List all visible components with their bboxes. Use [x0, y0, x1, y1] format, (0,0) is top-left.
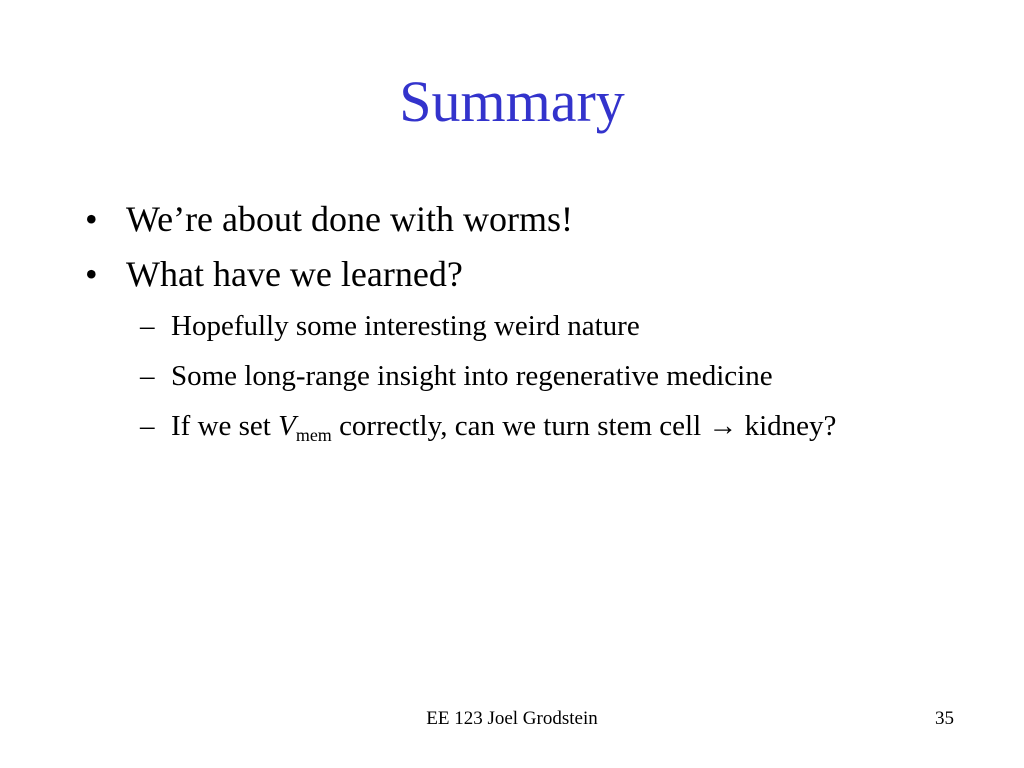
variable-subscript: mem	[295, 425, 332, 445]
bullet-text: What have we learned?	[126, 254, 463, 294]
sub-bullet-text: Hopefully some interesting weird nature	[171, 310, 640, 342]
sub-bullet-marker: –	[140, 360, 155, 392]
sub-bullet-text-before: If we set	[171, 410, 279, 442]
variable-v: V	[278, 410, 296, 442]
slide-body	[85, 192, 985, 456]
slide-footer: EE 123 Joel Grodstein	[426, 708, 598, 729]
bullet-item	[85, 247, 985, 302]
sub-bullet-marker: –	[140, 310, 155, 342]
page-number: 35	[935, 708, 954, 729]
sub-bullet-text: Some long-range insight into regenerative medicine	[171, 360, 773, 392]
sub-bullet-item	[85, 406, 985, 456]
sub-bullet-marker: –	[140, 410, 155, 442]
slide-title: Summary	[399, 69, 625, 134]
sub-bullet-text-after: correctly, can we turn stem cell → kidney?	[331, 410, 837, 442]
bullet-marker: •	[85, 254, 98, 294]
bullet-item	[85, 192, 985, 247]
bullet-text: We’re about done with worms!	[126, 199, 573, 239]
bullet-marker: •	[85, 199, 98, 239]
sub-bullet-item	[85, 356, 985, 397]
sub-bullet-text	[171, 406, 891, 456]
sub-bullet-item	[85, 306, 985, 347]
